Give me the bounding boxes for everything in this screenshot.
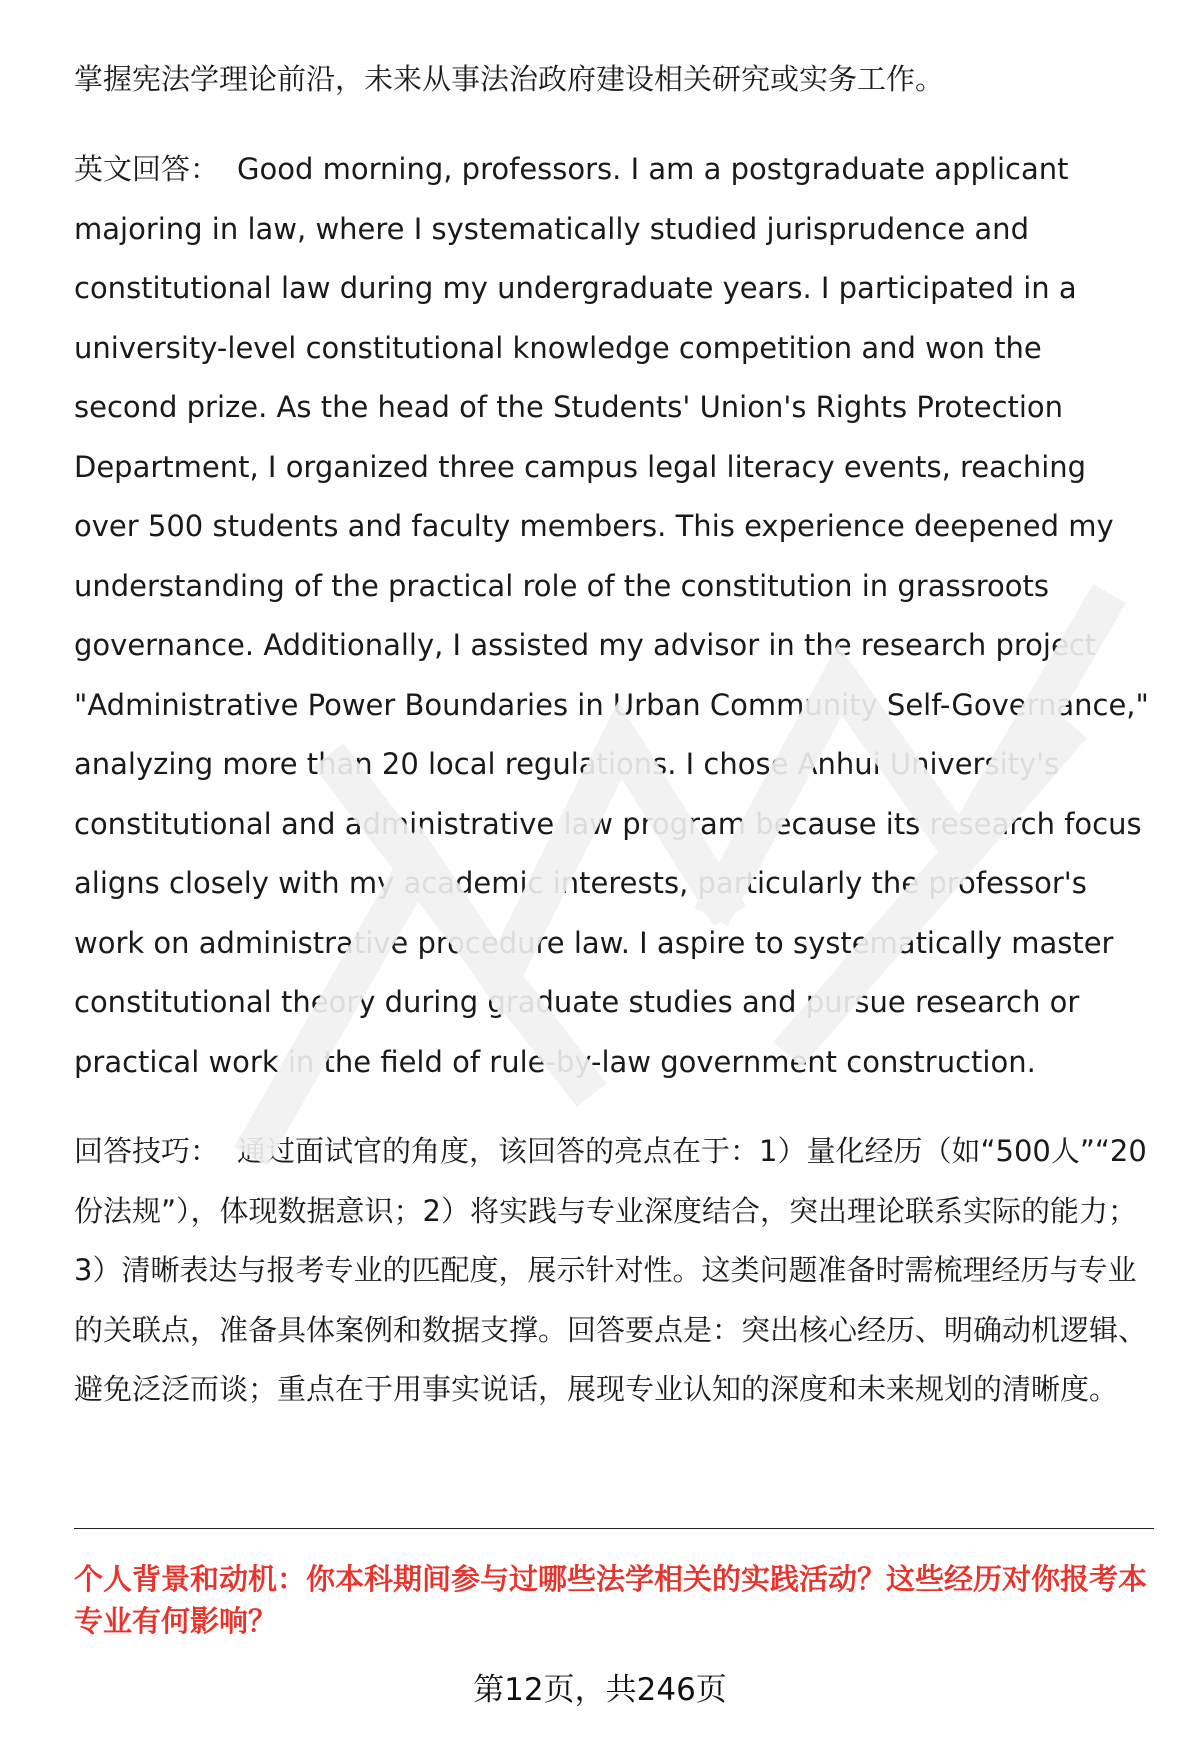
- answer-tips-label: 回答技巧：: [74, 1134, 220, 1168]
- page-number-footer: 第12页，共246页: [473, 1672, 727, 1708]
- intro-tail-paragraph: 掌握宪法学理论前沿，未来从事法治政府建设相关研究或实务工作。: [74, 62, 945, 96]
- answer-tips-text: 通过面试官的角度，该回答的亮点在于：1）量化经历（如“500人”“20份法规”），体现数据意识；2）将实践与专业深度结合，突出理论联系实际的能力；3）清晰表达与报考专业的匹配度，展示针对性。这类问题准备时需梳理经历与专业的关联点，准备具体案例和数据支撑。回答要点是：突出核心经历、明确动机逻辑、避免泛泛而谈；重点在于用事实说话，展现专业认知的深度和未来规划的清晰度。: [74, 1134, 1148, 1406]
- english-answer-paragraph: [74, 140, 1154, 1092]
- next-question-heading: 个人背景和动机：你本科期间参与过哪些法学相关的实践活动？这些经历对你报考本专业有何影响？: [74, 1562, 1148, 1638]
- answer-tips-paragraph: [74, 1122, 1154, 1420]
- section-divider: [74, 1528, 1154, 1529]
- english-answer-label: 英文回答：: [74, 152, 220, 186]
- english-answer-text: Good morning, professors. I am a postgraduate applicant majoring in law, where I systematically studied jurisprudence and constitutional law during my undergraduate years. I participated in a university-level constitutional knowledge competition and won the second prize. As the head of the Students' Union's Rights Protection Department, I organized three campus legal literacy events, reaching over 500 students and faculty members. This experience deepened my understanding of the practical role of the constitution in grassroots governance. Additionally, I assisted my advisor in the research project "Administrative Power Boundaries in Urban Community Self-Governance," analyzing more than 20 local regulations. I chose Anhui University's constitutional and administrative law program because its research focus aligns closely with my academic interests, particularly the professor's work on administrative procedure law. I aspire to systematically master constitutional theory during graduate studies and pursue research or practical work in the field of rule-by-law government construction.: [74, 152, 1149, 1079]
